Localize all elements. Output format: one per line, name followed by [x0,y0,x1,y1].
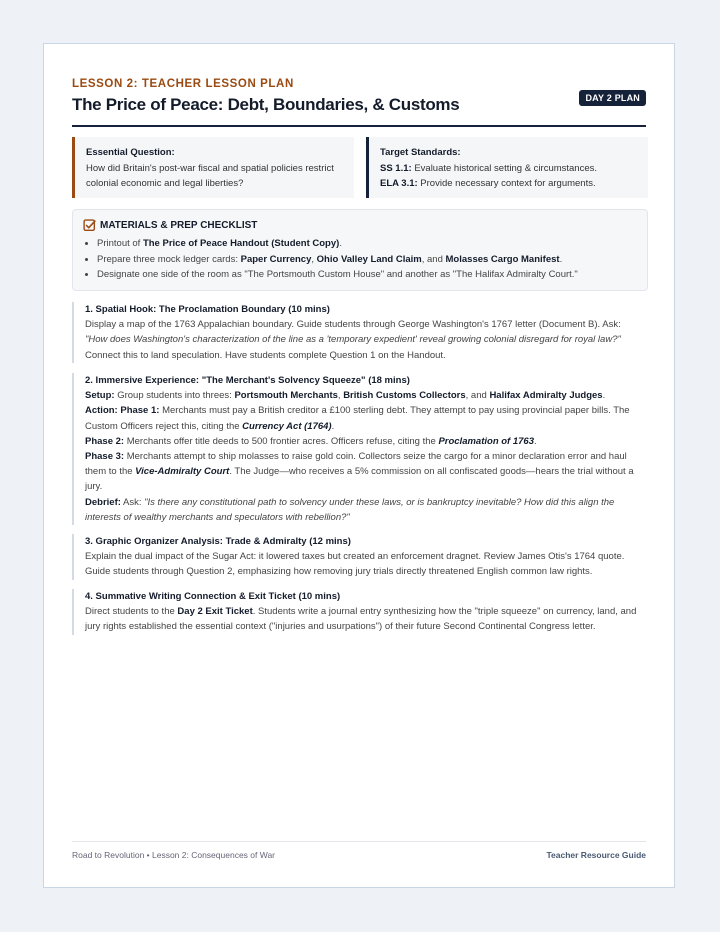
role-name: Halifax Admiralty Judges [489,390,603,402]
day-badge: DAY 2 PLAN [579,90,646,106]
law-citation: Vice-Admiralty Court [135,466,230,478]
lesson-page [43,43,675,888]
section-quote: "Is there any constitutional path to solvency under these laws, or is bankruptcy inevitable? How did this align the interests of wealthy merchants and speculators with rebellion?" [85,496,615,523]
item-emphasis: The Price of Peace Handout (Student Copy) [142,238,340,249]
standard-item [380,176,638,191]
standard-text: Provide necessary context for arguments. [417,178,596,189]
role-name: Portsmouth Merchants [234,390,338,402]
section-text: Group students into threes: [114,390,235,402]
activity-section-2 [72,373,648,525]
debrief-label: Debrief: [85,496,121,508]
section-quote: "How does Washington's characterization of the line as a 'temporary expedient' reveal growing colonial disregard for royal law?" [85,334,621,346]
target-standards-label: Target Standards: [380,147,461,158]
phase-1-paragraph [85,403,648,433]
activity-section-4 [72,589,648,635]
section-title: 4. Summative Writing Connection & Exit Ticket (10 mins) [85,591,341,602]
section-text: . [602,390,606,402]
checklist-items [83,236,637,283]
materials-checklist [72,209,648,291]
checklist-header [83,219,637,232]
section-text: . Students write a journal entry synthesizing how the "triple squeeze" on currency, land, and jury rights established the essential context ("injuries and usurpations") of their future Second Continental Congress letter. [85,606,637,633]
item-text: , [311,253,317,265]
activity-section-3 [72,534,648,580]
section-title: 2. Immersive Experience: "The Merchant's Solvency Squeeze" (18 mins) [85,375,410,386]
checklist-item [97,236,637,252]
phase-2-paragraph [85,434,648,449]
standard-item [380,161,638,176]
checklist-item [97,267,637,283]
law-citation: Currency Act (1764) [242,420,332,432]
title-divider [72,125,646,127]
checkbox-icon [83,219,96,232]
item-text: . [339,238,342,249]
activity-section-1 [72,302,648,363]
phase-label: Phase 3: [85,451,125,463]
item-emphasis: Ohio Valley Land Claim [316,253,422,265]
section-text: . [331,420,335,432]
section-text: Merchants must pay a British creditor a £100 sterling debt. They attempt to pay using provincial paper bills. The Custom Officers reject this, citing the [85,405,630,432]
section-text: . [534,435,537,447]
item-text: , and [421,253,446,265]
item-text: Designate one side of the room as "The Portsmouth Custom House" and another as "The Halifax Admiralty Court." [97,269,578,280]
item-emphasis: Paper Currency [240,253,312,265]
setup-paragraph [85,388,648,403]
phase-label: Phase 2: [85,435,125,447]
section-text: Ask: [120,496,145,508]
item-text: Printout of [97,238,143,249]
section-text: Display a map of the 1763 Appalachian boundary. Guide students through George Washington's 1767 letter (Document B). Ask: [85,319,621,331]
section-paragraph [85,604,648,634]
section-title: 3. Graphic Organizer Analysis: Trade & Admiralty (12 mins) [85,536,351,547]
standard-code: ELA 3.1: [380,178,418,189]
section-text: , [337,390,344,402]
section-text: Merchants attempt to ship molasses to raise gold coin. Collectors seize the cargo for a minor declaration error and haul them to the [85,451,627,478]
section-title: 1. Spatial Hook: The Proclamation Boundary (10 mins) [85,304,330,315]
debrief-paragraph [85,495,648,525]
item-text: Prepare three mock ledger cards: [97,253,241,265]
essential-question-box [72,137,354,198]
law-citation: Proclamation of 1763 [438,435,534,447]
essential-question-label: Essential Question: [86,147,175,158]
page-title: The Price of Peace: Debt, Boundaries, & Customs [72,95,460,114]
item-emphasis: Molasses Cargo Manifest [445,253,560,265]
section-text: Direct students to the [85,606,178,618]
item-text: . [559,253,563,265]
section-text: Connect this to land speculation. Have students complete Question 1 on the Handout. [85,349,446,361]
footer-course-label: Road to Revolution • Lesson 2: Consequences of War [72,850,275,860]
checklist-title: MATERIALS & PREP CHECKLIST [100,220,258,231]
exit-ticket-name: Day 2 Exit Ticket [177,606,253,618]
phase-3-paragraph [85,449,648,495]
section-text: , and [465,390,490,402]
lesson-kicker: LESSON 2: TEACHER LESSON PLAN [72,78,294,90]
setup-label: Setup: [85,390,115,402]
standard-code: SS 1.1: [380,163,412,174]
target-standards-box [366,137,648,198]
role-name: British Customs Collectors [343,390,466,402]
section-text: . The Judge—who receives a 5% commission on all confiscated goods—hears the trial without a jury. [85,466,634,493]
checklist-item [97,252,637,268]
standard-text: Evaluate historical setting & circumstances. [411,163,598,174]
phase-label: Action: Phase 1: [85,405,160,417]
essential-question-text: How did Britain's post-war fiscal and spatial policies restrict colonial economic and legal liberties? [86,163,334,189]
section-text: Explain the dual impact of the Sugar Act: it lowered taxes but created an enforcement dragnet. Review James Otis's 1764 quote. Guide students through Question 2, emphasizing how removing jury trials directly threatened English common law rights. [85,551,625,578]
footer-guide-label: Teacher Resource Guide [546,850,646,860]
section-text: Merchants offer title deeds to 500 frontier acres. Officers refuse, citing the [124,435,439,447]
footer-divider [72,841,646,842]
